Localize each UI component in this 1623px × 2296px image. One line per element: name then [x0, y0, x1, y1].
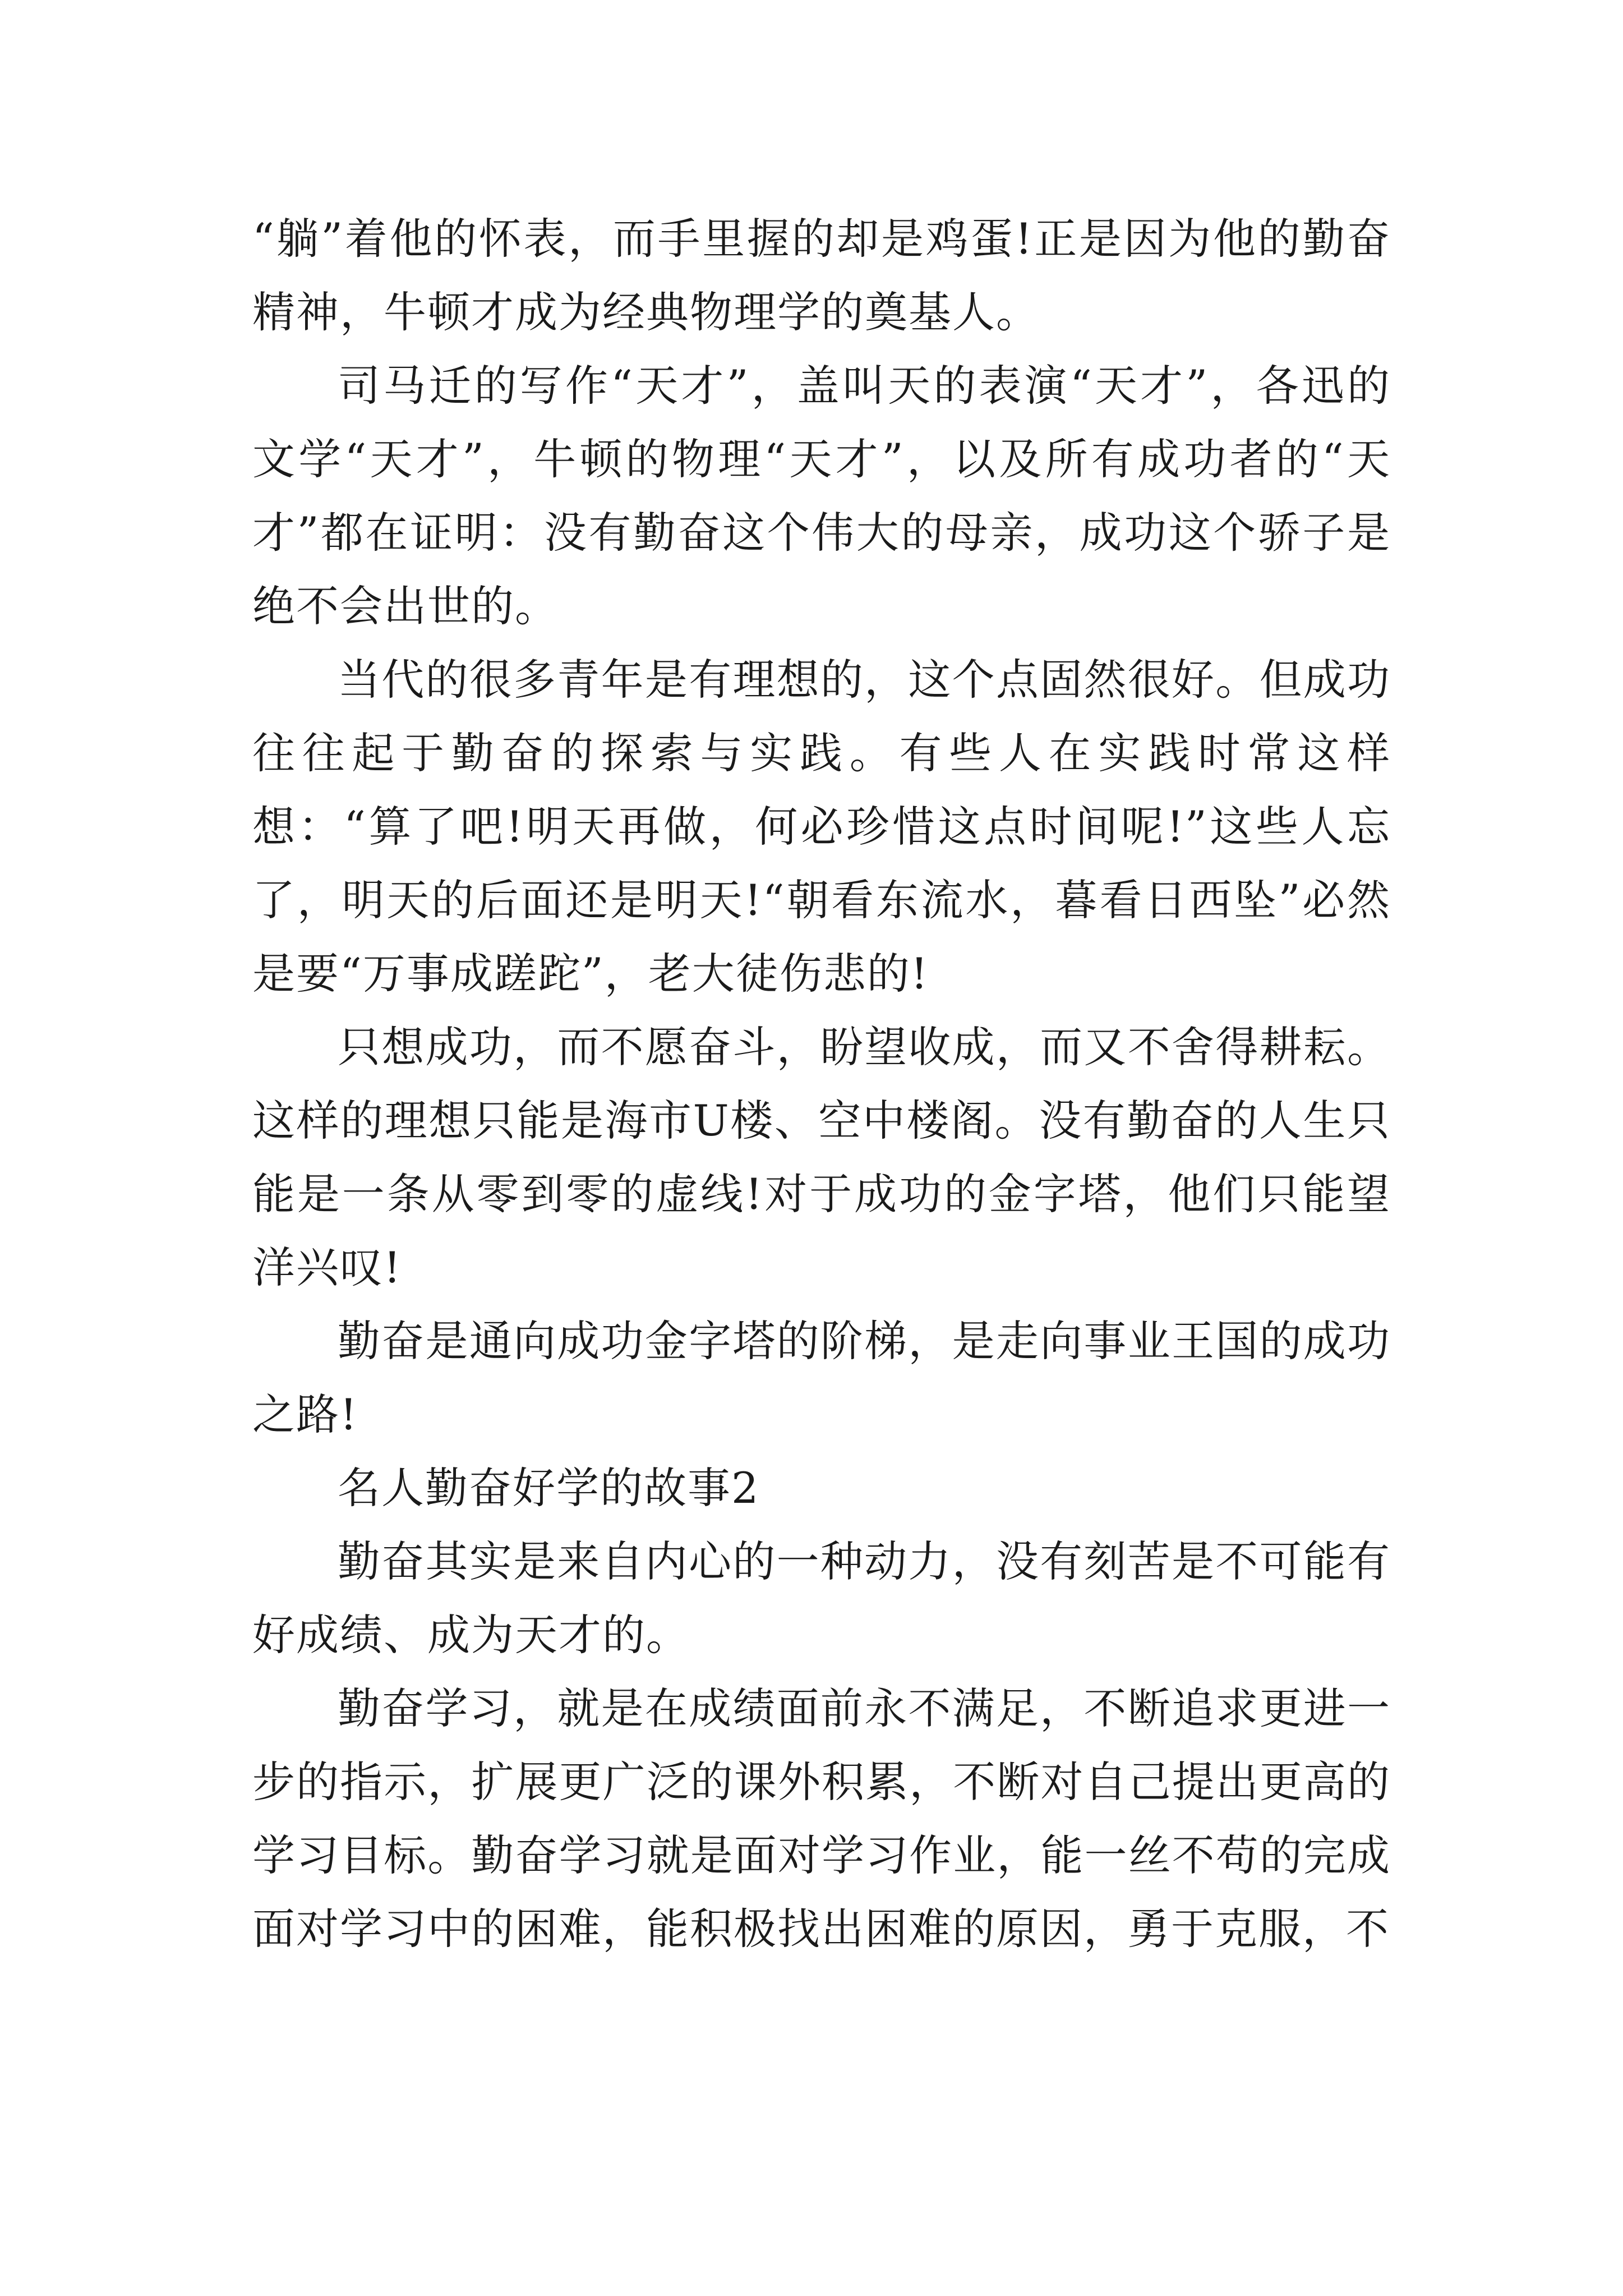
section-heading: 名人勤奋好学的故事2 [338, 1463, 760, 1513]
paragraph: 勤奋其实是来自内心的一种动力，没有刻苦是不可能有好成绩、成为天才的。 [252, 1536, 1391, 1660]
paragraph-continuation: “躺”着他的怀表，而手里握的却是鸡蛋!正是因为他的勤奋精神，牛顿才成为经典物理学的奠基人。 [252, 214, 1391, 337]
paragraph: 只想成功，而不愿奋斗，盼望收成，而又不舍得耕耘。这样的理想只能是海市U楼、空中楼阁。没有勤奋的人生只能是一条从零到零的虚线!对于成功的金字塔，他们只能望洋兴叹! [252, 1022, 1391, 1292]
paragraph: 勤奋是通向成功金字塔的阶梯，是走向事业王国的成功之路! [252, 1316, 1391, 1439]
paragraph: 勤奋学习，就是在成绩面前永不满足，不断追求更进一步的指示，扩展更广泛的课外积累，不断对自己提出更高的学习目标。勤奋学习就是面对学习作业，能一丝不苟的完成面对学习中的困难，能积极找出困难的原因，勇于克服，不 [252, 1683, 1391, 1954]
paragraph: 司马迁的写作“天才”，盖叫天的表演“天才”，各迅的文学“天才”，牛顿的物理“天才”，以及所有成功者的“天才”都在证明：没有勤奋这个伟大的母亲，成功这个骄子是绝不会出世的。 [252, 361, 1391, 631]
body-text [252, 202, 1391, 1966]
paragraph: 当代的很多青年是有理想的，这个点固然很好。但成功往往起于勤奋的探索与实践。有些人在实践时常这样想：“算了吧!明天再做，何必珍惜这点时间呢!”这些人忘了，明天的后面还是明天!“朝看东流水，暮看日西坠”必然是要“万事成蹉跎”，老大徒伤悲的! [252, 655, 1391, 999]
